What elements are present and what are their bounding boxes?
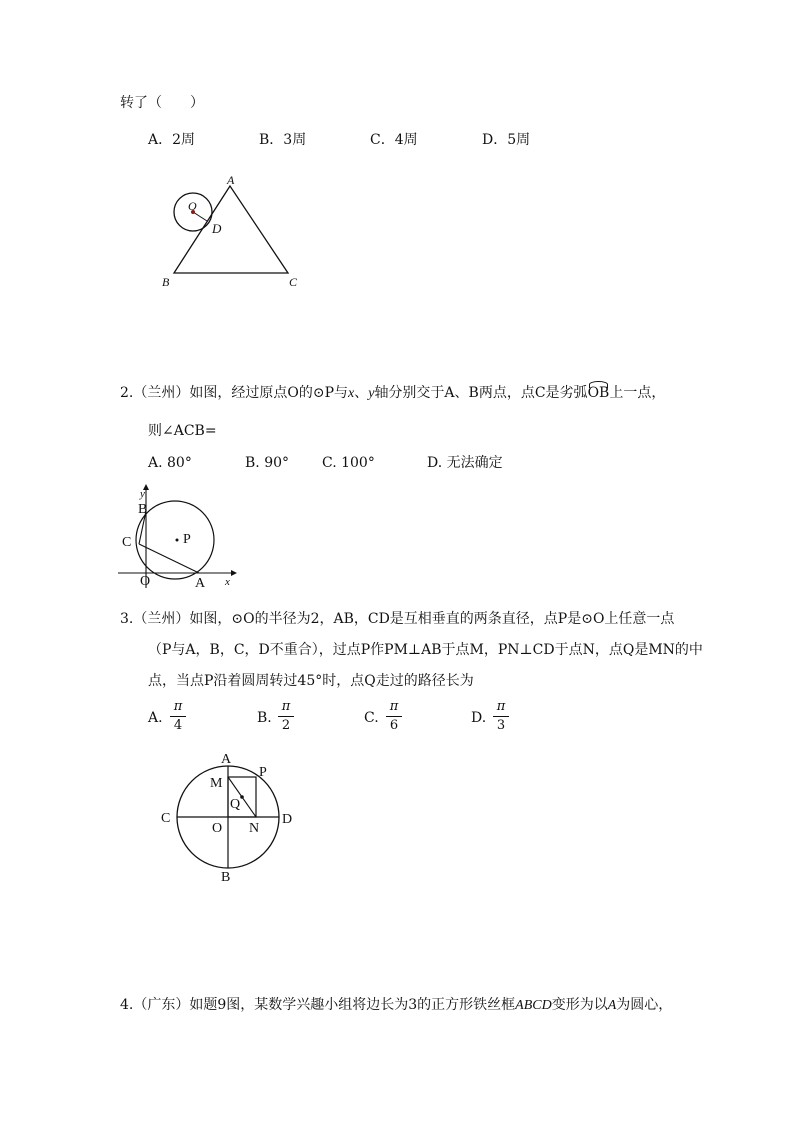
q3-option-b-label: B.	[257, 710, 272, 726]
q2-label-a: A	[195, 576, 206, 591]
q3-option-a-label: A.	[148, 710, 163, 726]
q2-stem-line2: 则∠ACB=	[148, 423, 217, 439]
q3-option-b-fraction: π 2	[278, 700, 294, 733]
q1-continuation: 转了（ ）	[120, 95, 204, 111]
q1-label-b: B	[162, 275, 170, 289]
q1-label-o: O	[188, 199, 197, 213]
q3-stem-line2: （P与A，B，C，D不重合），过点P作PM⊥AB于点M，PN⊥CD于点N，点Q是MN的中	[148, 642, 703, 658]
q2-label-o: O	[140, 574, 151, 589]
q1-label-d: D	[212, 221, 222, 236]
q2-label-y: y	[140, 488, 145, 500]
q2-arc-ob: OB	[587, 385, 610, 401]
q1-label-c: C	[289, 275, 298, 289]
q2-option-a: A. 80°	[148, 455, 192, 471]
q3-figure-circle	[155, 750, 305, 888]
q3-option-d-label: D.	[471, 710, 487, 726]
q2-figure-circle-axes	[118, 484, 238, 592]
q4-stem-line1: 4.（广东）如题9图，某数学兴趣小组将边长为3的正方形铁丝框ABCD变形为以A为圆心，	[120, 997, 673, 1013]
q1-option-c: C．4周	[370, 132, 418, 148]
q3-label-m: M	[210, 776, 223, 791]
q3-stem-line1: 3.（兰州）如图，⊙O的半径为2，AB，CD是互相垂直的两条直径，点P是⊙O上任意一点	[120, 611, 675, 627]
q3-label-c: C	[161, 811, 171, 826]
q2-option-b: B. 90°	[245, 455, 290, 471]
q1-figure-triangle-circle	[150, 170, 320, 295]
q3-option-a-fraction: π 4	[170, 700, 186, 733]
q3-label-n: N	[249, 821, 260, 836]
q3-label-a: A	[221, 752, 232, 767]
q2-option-c: C. 100°	[322, 455, 375, 471]
q3-label-o: O	[212, 821, 223, 836]
q3-option-c-label: C.	[364, 710, 379, 726]
q2-option-d: D. 无法确定	[427, 455, 503, 471]
q2-stem-line1: 2.（兰州）如图，经过原点O的⊙P与x、y轴分别交于A、B两点，点C是劣弧 OB上一点，	[120, 384, 665, 403]
q2-label-p: P	[183, 532, 191, 547]
q2-label-x: x	[225, 576, 230, 588]
q3-label-b: B	[221, 870, 231, 885]
q1-option-a: A．2周	[148, 132, 196, 148]
q1-label-a: A	[227, 173, 235, 187]
q2-label-c: C	[122, 535, 132, 550]
q3-option-d-fraction: π 3	[493, 700, 509, 733]
q2-label-b: B	[138, 502, 148, 517]
q3-label-d: D	[282, 812, 293, 827]
q3-stem-line3: 点，当点P沿着圆周转过45°时，点Q走过的路径长为	[148, 673, 474, 689]
q3-option-c-fraction: π 6	[386, 700, 402, 733]
q3-label-p: P	[259, 765, 267, 780]
q3-label-q: Q	[230, 797, 241, 812]
q1-option-b: B．3周	[259, 132, 307, 148]
q1-option-d: D．5周	[482, 132, 531, 148]
